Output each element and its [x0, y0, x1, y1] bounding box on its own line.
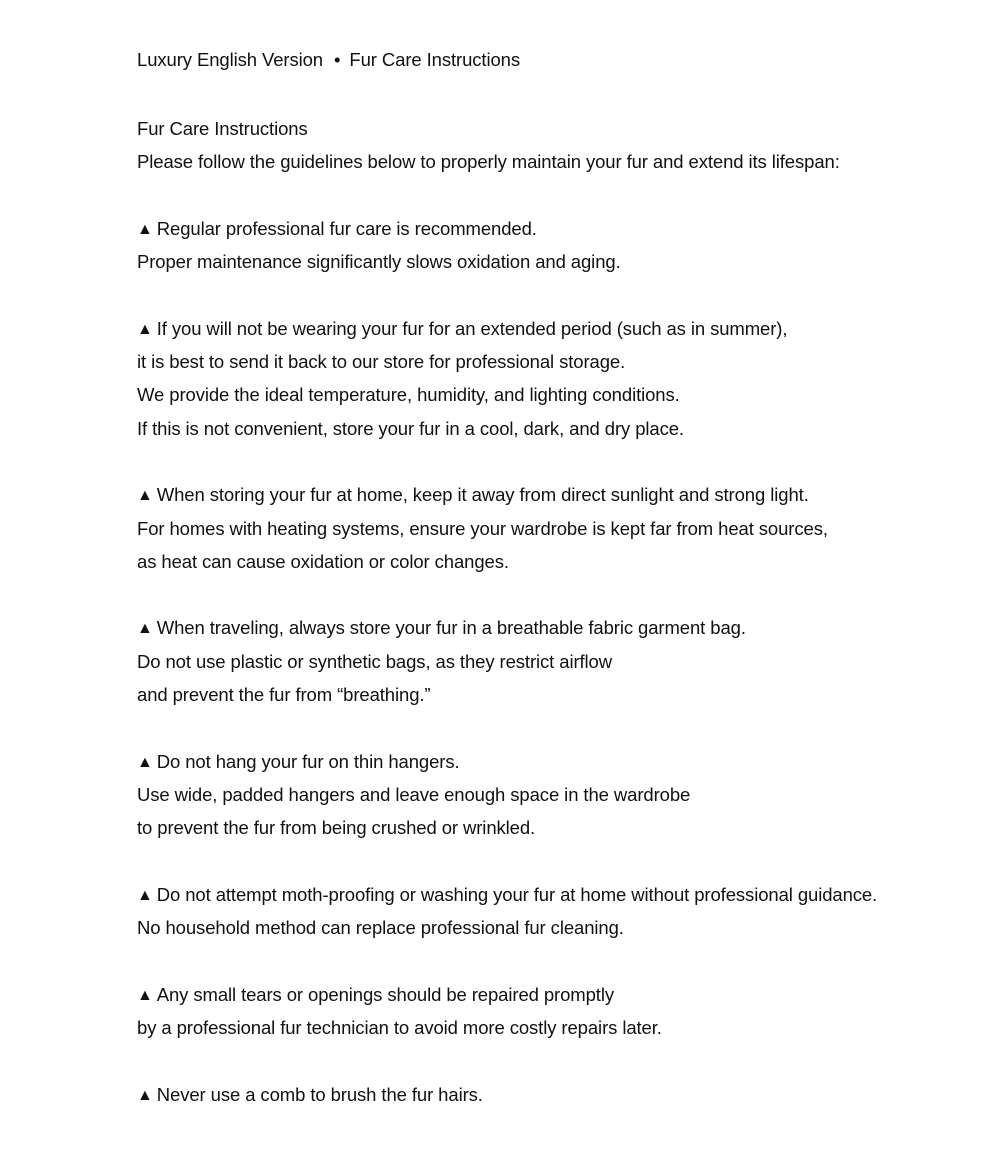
triangle-bullet-icon: ▲: [137, 320, 153, 338]
triangle-bullet-icon: ▲: [137, 986, 153, 1004]
instruction-item: [137, 1078, 977, 1111]
instruction-lead: [137, 878, 977, 911]
instruction-item: [137, 478, 977, 578]
triangle-bullet-icon: ▲: [137, 753, 153, 771]
instruction-line: and prevent the fur from “breathing.”: [137, 684, 431, 706]
instruction-line: We provide the ideal temperature, humidity, and lighting conditions.: [137, 384, 680, 406]
document-header: [137, 47, 520, 73]
instruction-item: [137, 312, 977, 445]
instruction-lead: [137, 478, 977, 511]
instruction-lead: [137, 745, 977, 778]
intro-heading: Fur Care Instructions: [137, 118, 308, 139]
instruction-lead-text: Do not attempt moth-proofing or washing your fur at home without professional guidance.: [156, 883, 878, 905]
intro-block: [137, 112, 977, 179]
instruction-line: Proper maintenance significantly slows oxidation and aging.: [137, 251, 621, 273]
instruction-line: Use wide, padded hangers and leave enough space in the wardrobe: [137, 783, 691, 805]
header-separator: •: [334, 49, 341, 70]
instruction-item: [137, 878, 977, 945]
triangle-bullet-icon: ▲: [137, 487, 153, 505]
instruction-line: No household method can replace professional fur cleaning.: [137, 917, 624, 939]
instruction-lead: [137, 1078, 977, 1111]
instruction-lead-text: Do not hang your fur on thin hangers.: [156, 750, 460, 772]
instruction-item: [137, 978, 977, 1045]
intro-text: Please follow the guidelines below to properly maintain your fur and extend its lifespan:: [137, 151, 840, 173]
care-instructions: [137, 112, 977, 1144]
triangle-bullet-icon: ▲: [137, 620, 153, 638]
instruction-lead-text: If you will not be wearing your fur for an extended period (such as in summer),: [156, 317, 788, 339]
instruction-lead: [137, 611, 977, 644]
header-brand: Luxury English Version: [137, 49, 323, 70]
instruction-line: If this is not convenient, store your fur in a cool, dark, and dry place.: [137, 417, 684, 439]
triangle-bullet-icon: ▲: [137, 886, 153, 904]
instruction-item: [137, 745, 977, 845]
instruction-line: to prevent the fur from being crushed or wrinkled.: [137, 817, 536, 839]
instruction-lead: [137, 312, 977, 345]
header-title: Fur Care Instructions: [349, 49, 521, 70]
instruction-lead-text: When storing your fur at home, keep it away from direct sunlight and strong light.: [156, 484, 809, 506]
triangle-bullet-icon: ▲: [137, 220, 153, 238]
instruction-line: For homes with heating systems, ensure your wardrobe is kept far from heat sources,: [137, 517, 828, 539]
instruction-lead-text: Regular professional fur care is recommended.: [156, 217, 537, 239]
instruction-line: by a professional fur technician to avoid more costly repairs later.: [137, 1017, 662, 1039]
instruction-line: Do not use plastic or synthetic bags, as they restrict airflow: [137, 650, 613, 672]
instruction-lead: [137, 978, 977, 1011]
triangle-bullet-icon: ▲: [137, 1086, 153, 1104]
instruction-lead-text: When traveling, always store your fur in a breathable fabric garment bag.: [156, 617, 746, 639]
instruction-lead-text: Never use a comb to brush the fur hairs.: [156, 1083, 483, 1105]
instruction-sections: [137, 212, 977, 1111]
instruction-lead-text: Any small tears or openings should be repaired promptly: [156, 983, 614, 1005]
instruction-item: [137, 212, 977, 279]
instruction-line: as heat can cause oxidation or color changes.: [137, 550, 509, 572]
instruction-item: [137, 611, 977, 711]
instruction-line: it is best to send it back to our store for professional storage.: [137, 351, 626, 373]
instruction-lead: [137, 212, 977, 245]
